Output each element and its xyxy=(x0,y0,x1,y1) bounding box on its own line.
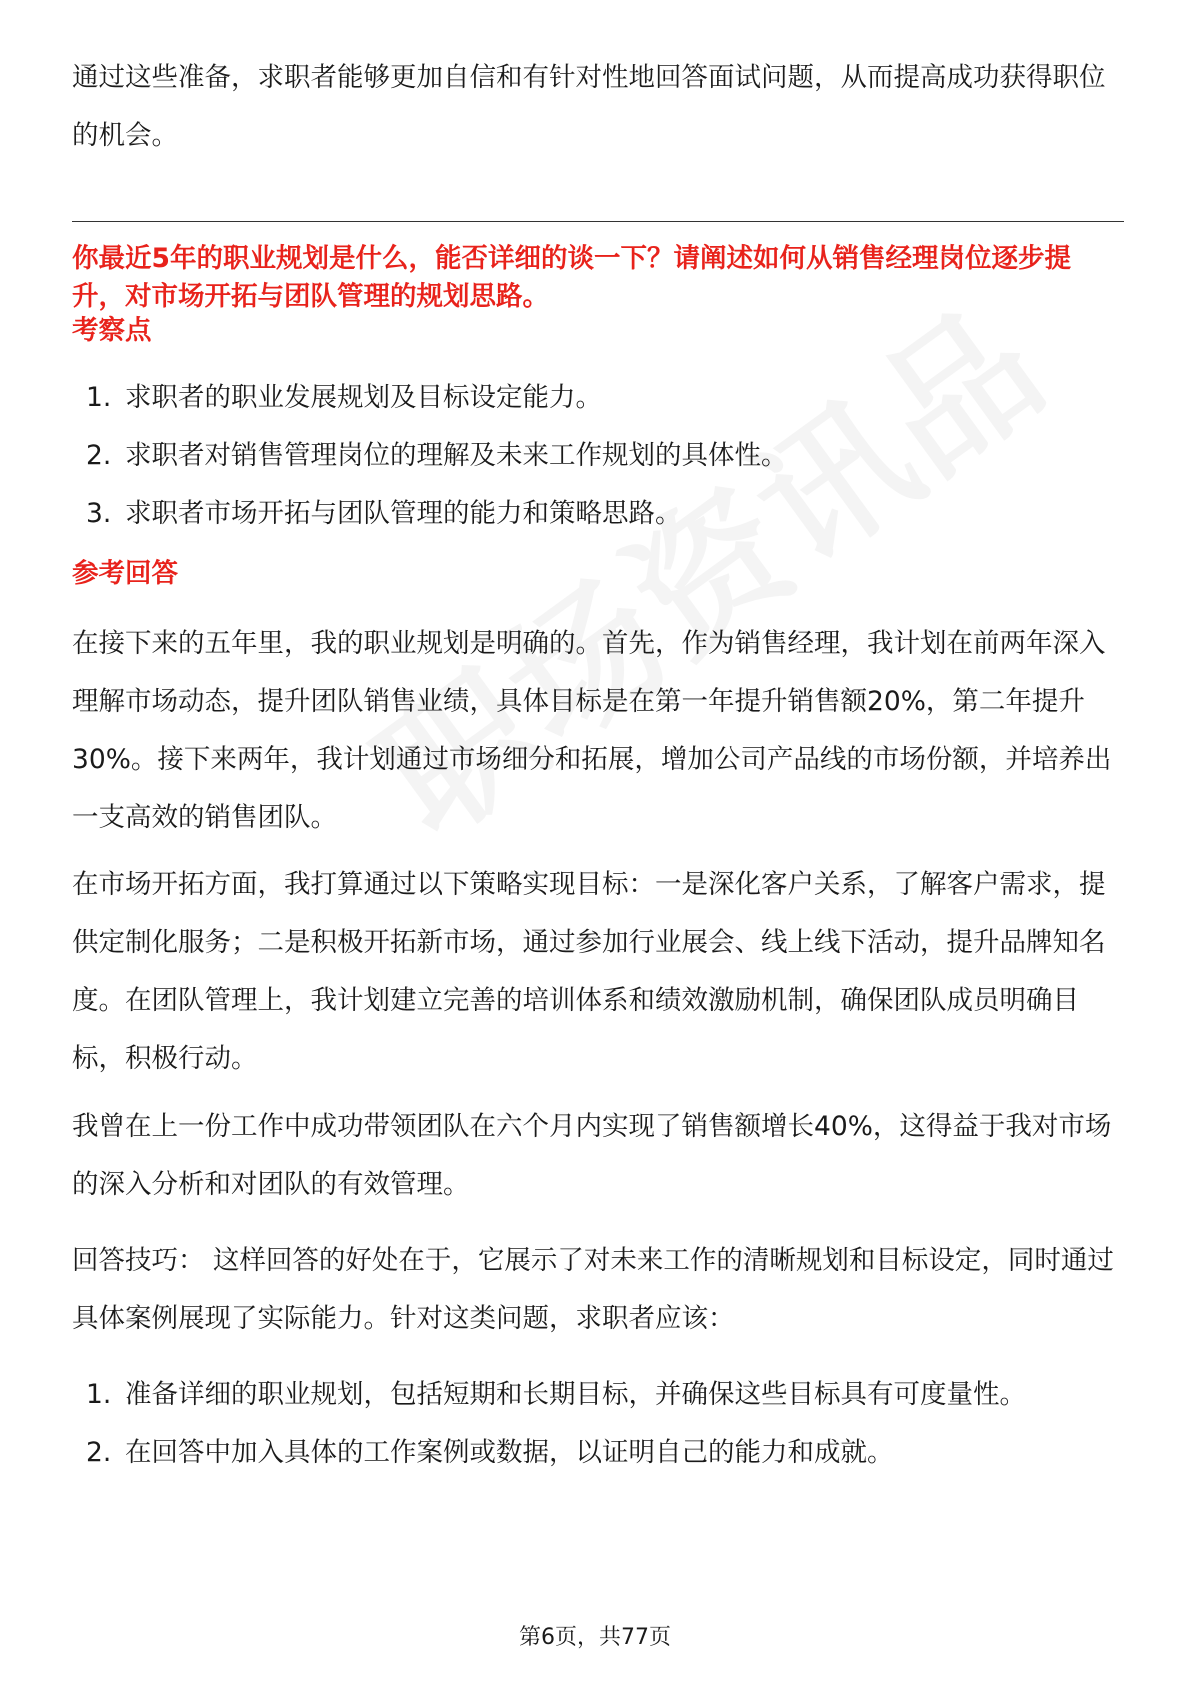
list-number: 3. xyxy=(86,498,112,529)
list-item xyxy=(72,1424,1122,1482)
intro-paragraph: 通过这些准备，求职者能够更加自信和有针对性地回答面试问题，从而提高成功获得职位的机会。 xyxy=(72,62,1106,151)
list-number: 2. xyxy=(86,440,112,471)
list-item xyxy=(72,485,1122,543)
tips-paragraph: 回答技巧： 这样回答的好处在于，它展示了对未来工作的清晰规划和目标设定，同时通过具体案例展现了实际能力。针对这类问题，求职者应该： xyxy=(72,1245,1114,1334)
list-item xyxy=(72,1366,1122,1424)
answer-paragraph: 我曾在上一份工作中成功带领团队在六个月内实现了销售额增长40%，这得益于我对市场的深入分析和对团队的有效管理。 xyxy=(72,1111,1112,1200)
list-number: 1. xyxy=(86,1379,112,1410)
answer-title: 参考回答 xyxy=(72,558,178,589)
interview-question: 你最近5年的职业规划是什么，能否详细的谈一下？请阐述如何从销售经理岗位逐步提升，对市场开拓与团队管理的规划思路。 xyxy=(72,243,1071,312)
list-number: 2. xyxy=(86,1437,112,1468)
tips-list xyxy=(72,1366,1122,1482)
list-text: 求职者对销售管理岗位的理解及未来工作规划的具体性。 xyxy=(125,440,788,471)
list-text: 求职者的职业发展规划及目标设定能力。 xyxy=(125,382,602,413)
assessment-list xyxy=(72,369,1122,543)
assessment-title: 考察点 xyxy=(72,315,152,346)
list-number: 1. xyxy=(86,382,112,413)
list-item xyxy=(72,427,1122,485)
list-text: 求职者市场开拓与团队管理的能力和策略思路。 xyxy=(125,498,682,529)
list-text: 在回答中加入具体的工作案例或数据，以证明自己的能力和成就。 xyxy=(125,1437,894,1468)
answer-paragraph: 在市场开拓方面，我打算通过以下策略实现目标：一是深化客户关系，了解客户需求，提供定制化服务；二是积极开拓新市场，通过参加行业展会、线上线下活动，提升品牌知名度。在团队管理上，我计划建立完善的培训体系和绩效激励机制，确保团队成员明确目标，积极行动。 xyxy=(72,869,1106,1074)
answer-paragraph: 在接下来的五年里，我的职业规划是明确的。首先，作为销售经理，我计划在前两年深入理解市场动态，提升团队销售业绩，具体目标是在第一年提升销售额20%，第二年提升30%。接下来两年，我计划通过市场细分和拓展，增加公司产品线的市场份额，并培养出一支高效的销售团队。 xyxy=(72,628,1112,833)
page-footer: 第6页，共77页 xyxy=(519,1625,671,1650)
list-item xyxy=(72,369,1122,427)
list-text: 准备详细的职业规划，包括短期和长期目标，并确保这些目标具有可度量性。 xyxy=(125,1379,1026,1410)
section-divider xyxy=(72,221,1124,222)
